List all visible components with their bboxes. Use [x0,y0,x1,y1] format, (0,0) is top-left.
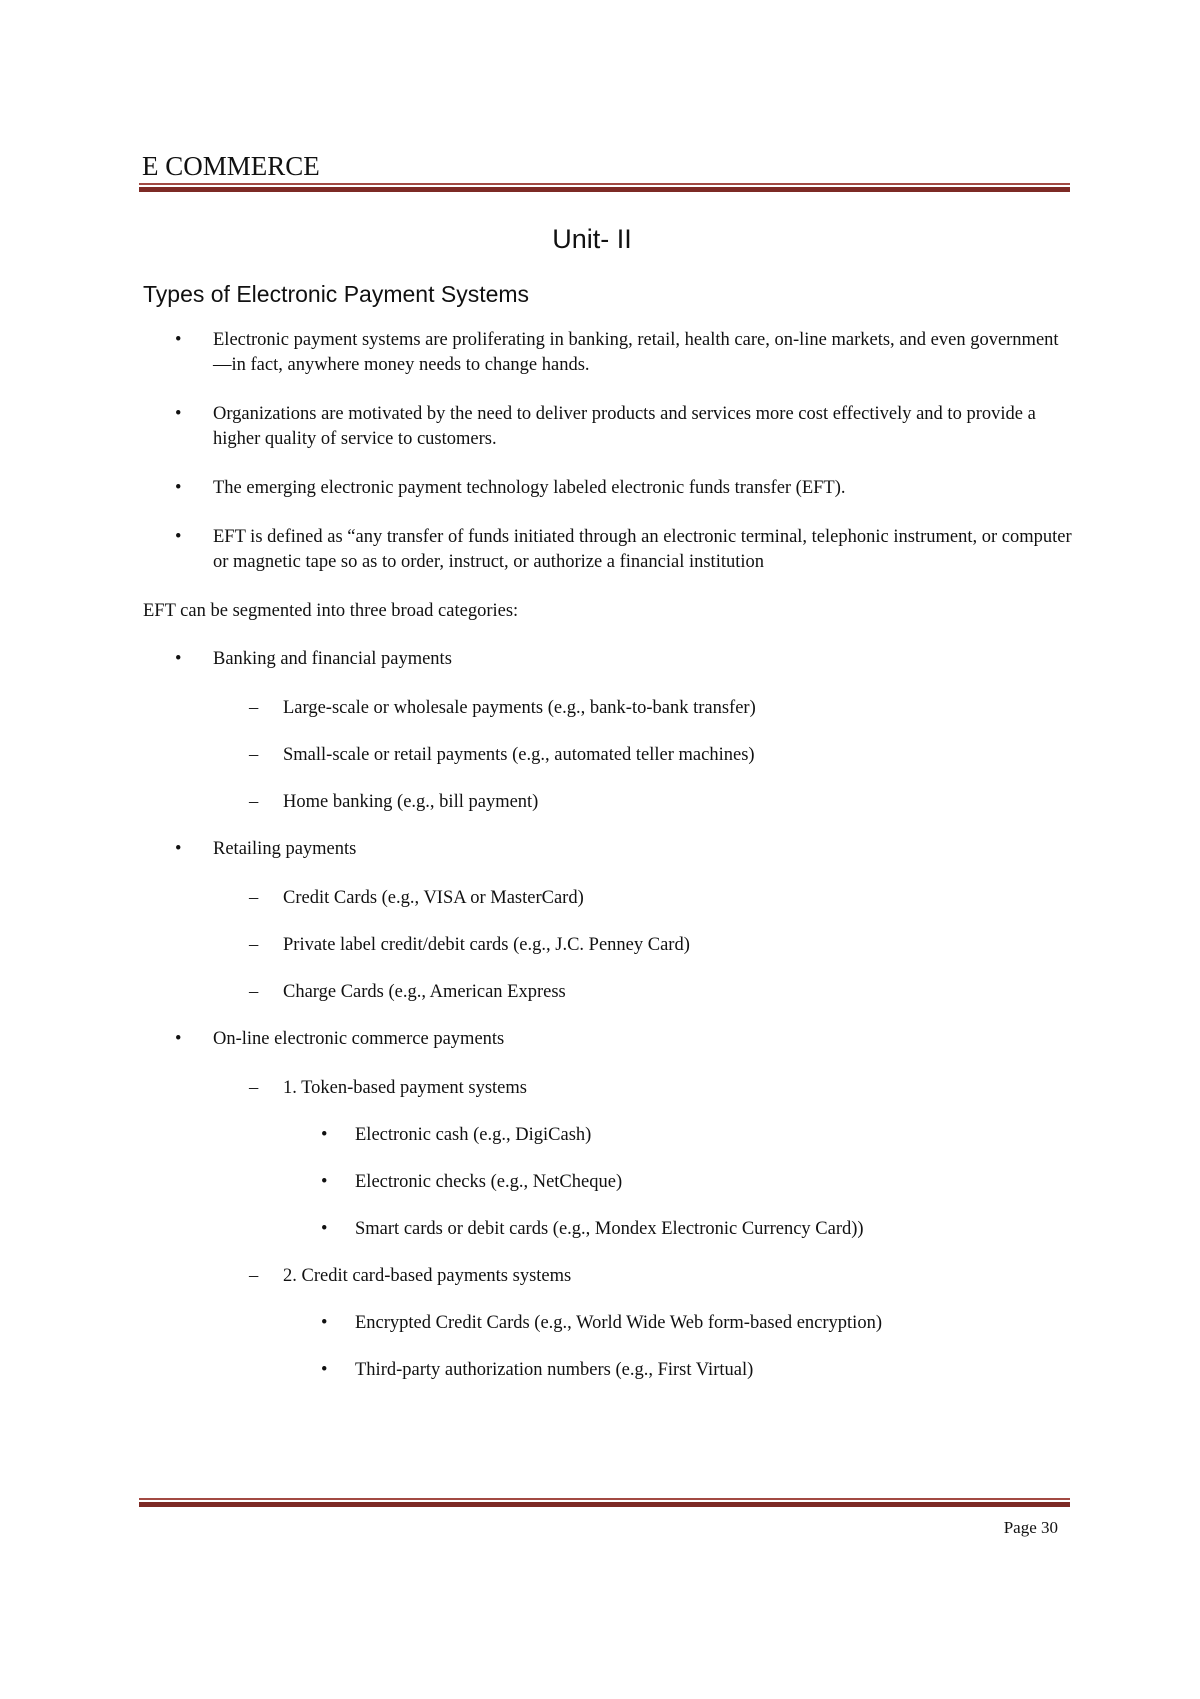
category-item [143,837,1073,862]
intro-bullet [143,525,1073,575]
dash-mark: – [249,745,259,765]
bullet-mark: • [175,839,182,859]
bullet-mark: • [175,478,182,498]
dash-mark: – [249,935,259,955]
subitem-text: Home banking (e.g., bill payment) [283,792,539,812]
bullet-text: Organizations are motivated by the need to deliver products and services more cost effectively and to provide a higher quality of service to customers. [213,404,1036,449]
bullet-text: EFT is defined as “any transfer of funds initiated through an electronic terminal, telephonic instrument, or computer or magnetic tape so as to order, instruct, or authorize a financial institution [213,527,1072,572]
category-item [143,647,1073,672]
dash-mark: – [249,1078,259,1098]
bullet-text: Electronic payment systems are proliferating in banking, retail, health care, on-line markets, and even government—in fact, anywhere money needs to change hands. [213,330,1059,375]
bullet-mark: • [321,1219,328,1239]
category-label: Banking and financial payments [213,649,452,669]
subgroup-item [143,1311,1073,1336]
footer-rule [139,1498,1070,1507]
page-content [143,328,1073,1405]
bullet-mark: • [175,330,182,350]
subgroup-item-text: Electronic checks (e.g., NetCheque) [355,1172,623,1192]
bullet-mark: • [321,1172,328,1192]
category-item [143,1027,1073,1052]
categories-intro: EFT can be segmented into three broad categories: [143,601,519,621]
bullet-text: The emerging electronic payment technology labeled electronic funds transfer (EFT). [213,478,846,498]
bullet-mark: • [175,527,182,547]
subgroup-label: 2. Credit card-based payments systems [283,1266,572,1286]
bullet-mark: • [175,649,182,669]
category-subgroup [143,1264,1073,1289]
bullet-mark: • [321,1313,328,1333]
dash-mark: – [249,792,259,812]
subgroup-item [143,1170,1073,1195]
category-subitem [143,790,1073,815]
subitem-text: Private label credit/debit cards (e.g., J.C. Penney Card) [283,935,690,955]
dash-mark: – [249,982,259,1002]
section-heading: Types of Electronic Payment Systems [143,281,530,307]
dash-mark: – [249,698,259,718]
subgroup-item [143,1217,1073,1242]
dash-mark: – [249,888,259,908]
page-number: Page 30 [1003,1518,1058,1537]
subitem-text: Credit Cards (e.g., VISA or MasterCard) [283,888,584,908]
category-subitem [143,886,1073,911]
dash-mark: – [249,1266,259,1286]
bullet-mark: • [321,1360,328,1380]
subgroup-item [143,1123,1073,1148]
subgroup-item-text: Third-party authorization numbers (e.g., First Virtual) [355,1360,754,1380]
bullet-mark: • [175,1029,182,1049]
category-subgroup [143,1076,1073,1101]
category-label: On-line electronic commerce payments [213,1029,505,1049]
subgroup-item-text: Encrypted Credit Cards (e.g., World Wide Web form-based encryption) [355,1313,882,1333]
header-rule [139,183,1070,192]
intro-bullet [143,476,1073,501]
subgroup-item [143,1358,1073,1383]
unit-title: Unit- II [552,224,632,254]
intro-bullet [143,328,1073,378]
subgroup-label: 1. Token-based payment systems [283,1078,527,1098]
category-subitem [143,743,1073,768]
category-subitem [143,980,1073,1005]
subitem-text: Large-scale or wholesale payments (e.g., bank-to-bank transfer) [283,698,756,718]
subgroup-item-text: Electronic cash (e.g., DigiCash) [355,1125,592,1145]
subgroup-item-text: Smart cards or debit cards (e.g., Mondex Electronic Currency Card)) [355,1219,864,1239]
subitem-text: Small-scale or retail payments (e.g., automated teller machines) [283,745,755,765]
document-header-title: E COMMERCE [142,151,320,181]
subitem-text: Charge Cards (e.g., American Express [283,982,566,1002]
bullet-mark: • [175,404,182,424]
bullet-mark: • [321,1125,328,1145]
category-subitem [143,696,1073,721]
intro-bullet [143,402,1073,452]
category-label: Retailing payments [213,839,357,859]
category-subitem [143,933,1073,958]
